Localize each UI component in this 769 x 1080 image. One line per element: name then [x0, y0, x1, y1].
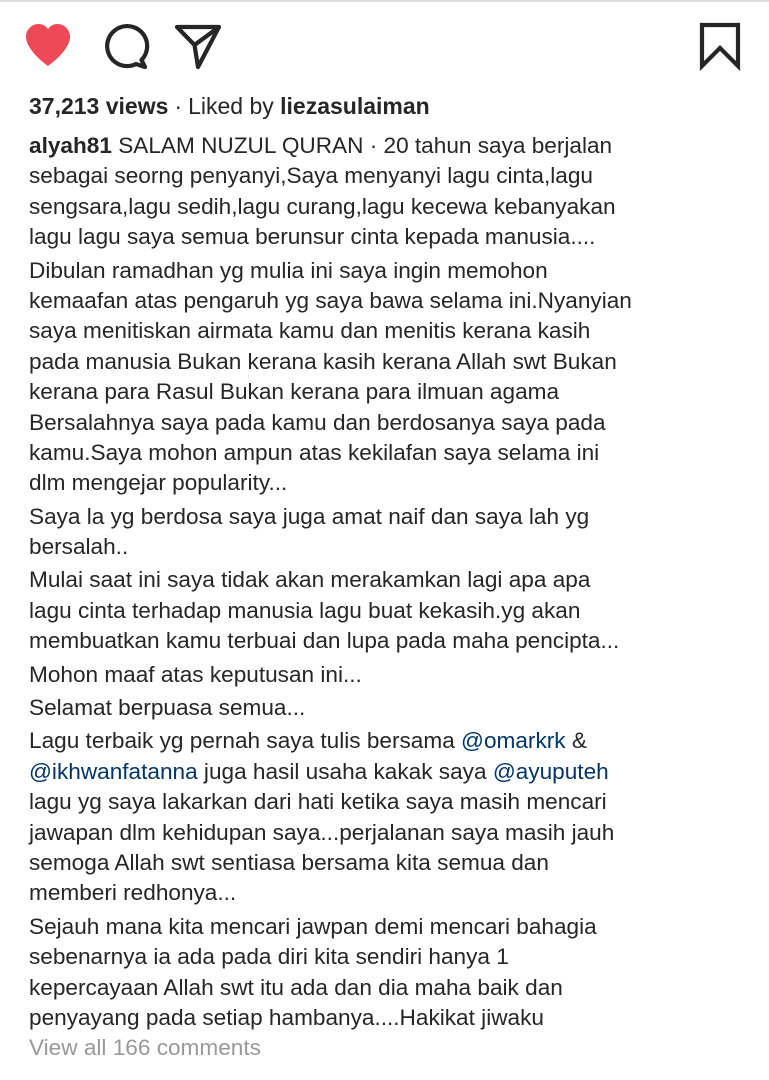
caption-line: Sejauh mana kita mencari jawpan demi mencari bahagia — [29, 913, 597, 939]
comment-bubble-icon — [96, 18, 152, 74]
liked-by-prefix: Liked by — [188, 93, 274, 119]
views-count[interactable]: 37,213 views — [29, 93, 169, 119]
action-bar — [0, 18, 769, 74]
comment-button[interactable] — [96, 18, 152, 74]
caption-line: lagu cinta terhadap manusia lagu buat kekasih.yg akan — [29, 597, 581, 623]
caption-text: SALAM NUZUL QURAN · 20 tahun saya berjalan — [111, 133, 613, 158]
caption-text: Lagu terbaik yg pernah saya tulis bersama — [29, 728, 462, 754]
caption-line: saya menitiskan airmata kamu dan menitis kerana kasih — [29, 318, 591, 344]
caption-line: penyayang pada setiap hambanya....Hakikat jiwaku — [29, 1004, 544, 1030]
mention-link[interactable]: @ayuputeh — [492, 758, 609, 784]
heart-filled-icon — [20, 18, 76, 74]
caption-line: lagu yg saya lakarkan dari hati ketika saya masih mencari — [29, 789, 607, 815]
caption-username[interactable]: alyah81 — [29, 133, 112, 158]
caption-text: & — [565, 728, 587, 754]
caption-line: memberi redhonya... — [29, 880, 237, 906]
mention-link[interactable]: @omarkrk — [461, 728, 566, 754]
caption-line: pada manusia Bukan kerana kasih kerana Allah swt Bukan — [29, 348, 617, 374]
caption-line: semoga Allah swt sentiasa bersama kita semua dan — [29, 849, 549, 875]
caption-line: Mulai saat ini saya tidak akan merakamkan lagi apa apa — [29, 567, 591, 593]
caption-line — [29, 131, 749, 161]
view-all-comments-link[interactable]: View all 166 comments — [29, 1035, 261, 1060]
caption-line: membuatkan kamu terbuai dan lupa pada maha pencipta... — [29, 628, 620, 654]
post-caption — [29, 131, 749, 1033]
caption-line: kemaafan atas pengaruh yg saya bawa selama ini.Nyanyian — [29, 287, 632, 313]
caption-line: lagu lagu saya semua berunsur cinta kepada manusia.... — [29, 224, 596, 250]
caption-line: dlm mengejar popularity... — [29, 470, 288, 496]
bookmark-icon — [692, 18, 748, 74]
like-button[interactable] — [20, 18, 76, 74]
caption-line: sebagai seorng penyanyi,Saya menyanyi lagu cinta,lagu — [29, 163, 593, 189]
mention-link[interactable]: @ikhwanfatanna — [29, 758, 198, 784]
caption-line: jawapan dlm kehidupan saya...perjalanan saya masih jauh — [29, 819, 615, 845]
share-button[interactable] — [170, 18, 226, 74]
paper-plane-icon — [170, 18, 226, 74]
liked-by-user[interactable]: liezasulaiman — [280, 93, 430, 119]
caption-line: Dibulan ramadhan yg mulia ini saya ingin memohon — [29, 257, 548, 283]
caption-text: juga hasil usaha kakak saya — [197, 758, 493, 784]
caption-line: kepercayaan Allah swt itu ada dan dia maha baik dan — [29, 974, 563, 1000]
caption-line: kerana para Rasul Bukan kerana para ilmuan agama — [29, 379, 560, 405]
caption-line — [29, 726, 749, 756]
caption-line: Selamat berpuasa semua... — [29, 695, 306, 721]
top-divider — [0, 0, 769, 2]
caption-line: Bersalahnya saya pada kamu dan berdosanya saya pada — [29, 409, 606, 435]
caption-line — [29, 757, 749, 787]
caption-line: sengsara,lagu sedih,lagu curang,lagu kecewa kebanyakan — [29, 193, 616, 219]
post-stats — [29, 90, 430, 122]
caption-line: bersalah.. — [29, 534, 129, 560]
caption-line: Mohon maaf atas keputusan ini... — [29, 661, 362, 687]
caption-line: sebenarnya ia ada pada diri kita sendiri hanya 1 — [29, 944, 509, 970]
caption-line: kamu.Saya mohon ampun atas kekilafan saya selama ini — [29, 439, 600, 465]
save-button[interactable] — [692, 18, 748, 74]
stats-separator: · — [174, 93, 183, 119]
caption-line: Saya la yg berdosa saya juga amat naif dan saya lah yg — [29, 503, 590, 529]
